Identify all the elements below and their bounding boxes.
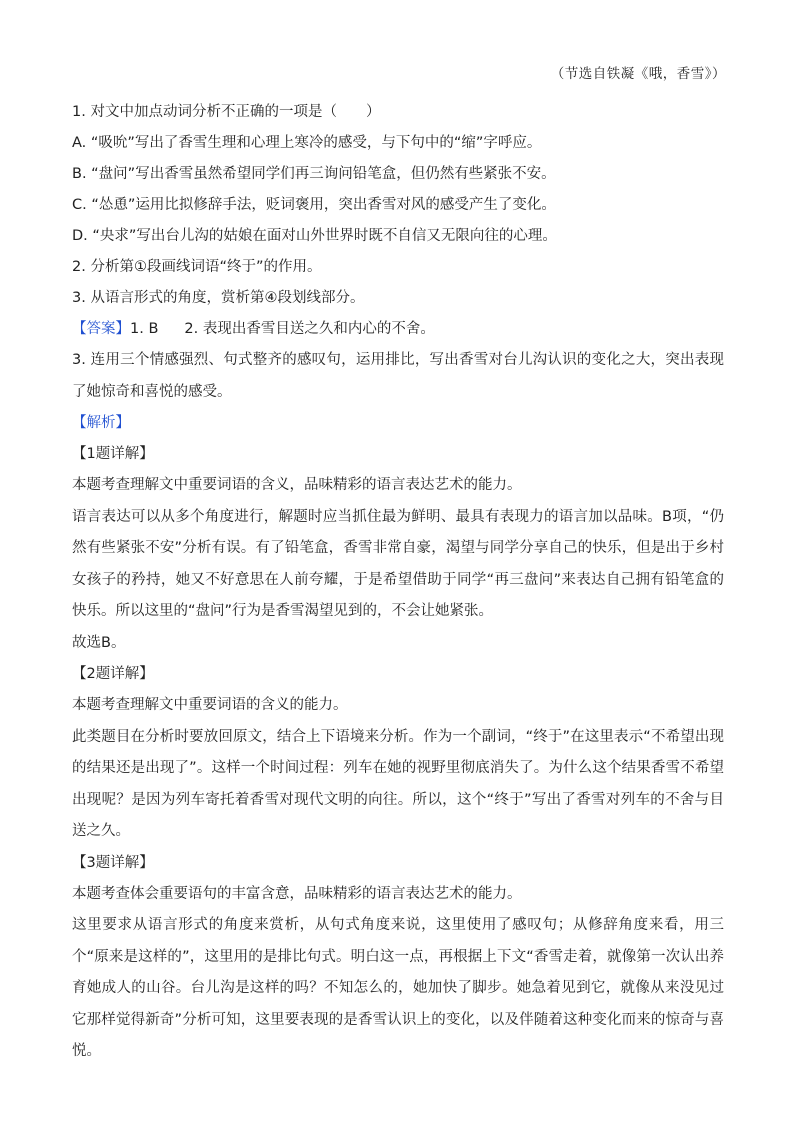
section-1-paragraph: 故选B。 xyxy=(72,634,126,651)
answer-tag: 【答案】 xyxy=(72,321,130,337)
content-area xyxy=(72,97,724,1068)
section-2-paragraph: 本题考查理解文中重要词语的含义的能力。 xyxy=(72,697,348,713)
section-1-paragraph: 本题考查理解文中重要词语的含义，品味精彩的语言表达艺术的能力。 xyxy=(72,477,522,493)
question-2: 2. 分析第①段画线词语“终于”的作用。 xyxy=(72,259,322,275)
option-b: B. “盘问”写出香雪虽然希望同学们再三询问铅笔盒，但仍然有些紧张不安。 xyxy=(72,166,556,182)
answer-line xyxy=(72,314,724,345)
section-2-paragraph: 此类题目在分析时要放回原文，结合上下语境来分析。作为一个副词，“终于”在这里表示“不希望出现的结果还是出现了”。这样一个时间过程：列车在她的视野里彻底消失了。为什么这个结果香雪不希望出现呢？是因为列车寄托着香雪对现代文明的向往。所以，这个“终于”写出了香雪对列车的不舍与目送之久。 xyxy=(72,728,724,839)
section-3-paragraph: 这里要求从语言形式的角度来赏析，从句式角度来说，这里使用了感叹句；从修辞角度来看，用三个“原来是这样的”，这里用的是排比句式。明白这一点，再根据上下文“香雪走着，就像第一次认出养育她成人的山谷。台儿沟是这样的吗？不知怎么的，她加快了脚步。她急着见到它，就像从来没见过它那样觉得新奇”分析可知，这里要表现的是香雪认识上的变化，以及伴随着这种变化而来的惊奇与喜悦。 xyxy=(72,917,724,1059)
option-c: C. “怂恿”运用比拟修辞手法，贬词褒用，突出香雪对风的感受产生了变化。 xyxy=(72,197,556,213)
question-3: 3. 从语言形式的角度，赏析第④段划线部分。 xyxy=(72,290,365,306)
option-a: A. “吸吮”写出了香雪生理和心理上寒冷的感受，与下句中的“缩”字呼应。 xyxy=(72,135,542,151)
section-3-paragraph: 本题考查体会重要语句的丰富含意，品味精彩的语言表达艺术的能力。 xyxy=(72,885,522,902)
section-1-paragraph: 语言表达可以从多个角度进行，解题时应当抓住最为鲜明、最具有表现力的语言加以品味。B项，“仍然有些紧张不安”分析有误。有了铅笔盒，香雪非常自豪，渴望与同学分享自己的快乐，但是出于乡村女孩子的矜持，她又不好意思在人前夸耀，于是希望借助于同学“再三盘问”来表达自己拥有铅笔盒的快乐。所以这里的“盘问”行为是香雪渴望见到的，不会让她紧张。 xyxy=(72,508,724,619)
question-1: 1. 对文中加点动词分析不正确的一项是（ ） xyxy=(72,104,381,120)
section-2-heading: 【2题详解】 xyxy=(72,666,154,682)
source-citation: （节选自铁凝《哦，香雪》） xyxy=(550,66,726,82)
answer-q1: 1. B xyxy=(130,321,159,337)
section-3-heading: 【3题详解】 xyxy=(72,854,154,871)
section-1-heading: 【1题详解】 xyxy=(72,446,154,462)
answer-q2: 2. 表现出香雪目送之久和内心的不舍。 xyxy=(184,321,435,337)
analysis-tag: 【解析】 xyxy=(72,415,130,431)
option-d: D. “央求”写出台儿沟的姑娘在面对山外世界时既不自信又无限向往的心理。 xyxy=(72,228,557,244)
answer-q3: 3. 连用三个情感强烈、句式整齐的感叹句，运用排比，写出香雪对台儿沟认识的变化之大，突出表现了她惊奇和喜悦的感受。 xyxy=(72,352,724,400)
